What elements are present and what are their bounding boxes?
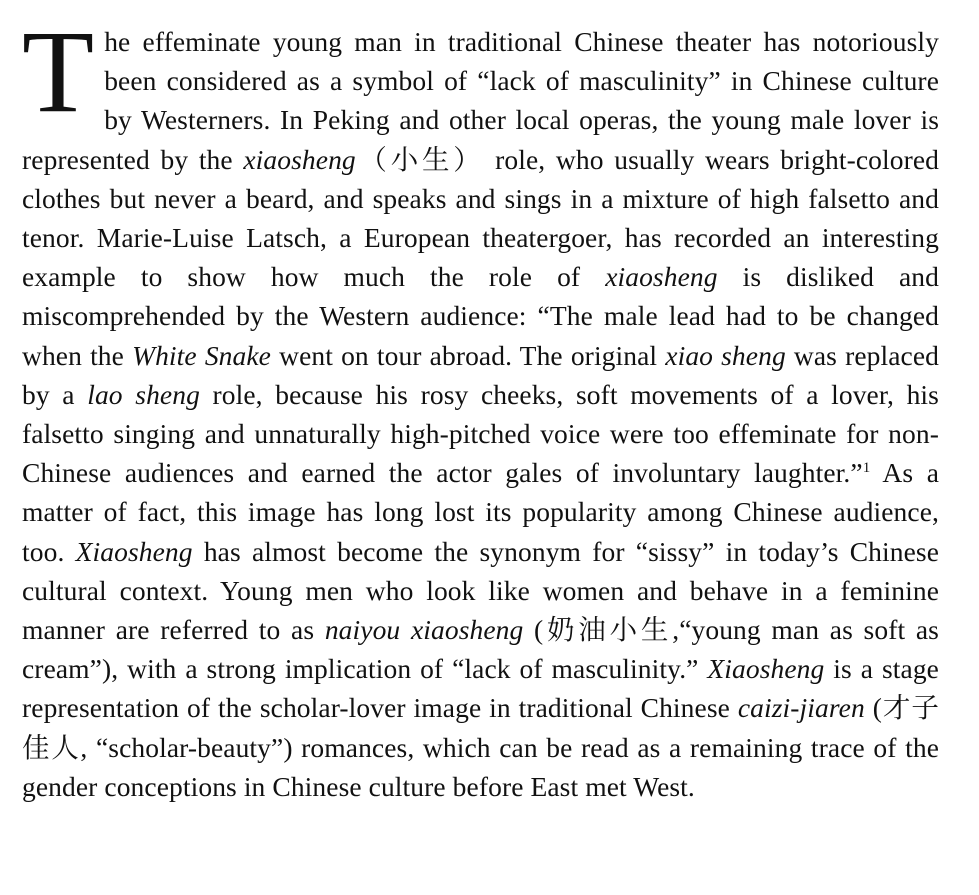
italic-term: xiaosheng	[243, 143, 356, 175]
text-segment: went on tour abroad. The original	[271, 339, 666, 371]
text-segment: he effeminate young man in traditional Chinese theater has notoriously been considered as a symbol of “lack of masculinity” in Chinese culture by Westerners. In Peking and other local operas, the young male lover is represented by the	[22, 26, 939, 175]
drop-cap: T	[22, 6, 95, 137]
text-segment: role, because his rosy cheeks, soft movements of a lover, his falsetto singing and unnaturally high-pitched voice were too effeminate for non-Chinese audiences and earned the actor gales of involuntary laughter.”	[22, 378, 939, 489]
text-segment: is a stage representation of the scholar-lover image in traditional Chinese	[22, 653, 939, 724]
text-segment: was replaced by a	[22, 339, 939, 410]
footnote-marker: 1	[862, 460, 871, 477]
text-segment: As a matter of fact, this image has long lost its popularity among Chinese audience, too.	[22, 457, 939, 567]
italic-term: xiaosheng	[605, 261, 718, 293]
text-segment: is disliked and miscomprehended by the Western audience: “The male lead had to be changed when the	[22, 261, 940, 371]
italic-term: caizi-jiaren	[737, 692, 865, 724]
text-segment: has almost become the synonym for “sissy” in today’s Chinese cultural context. Young men who look like women and behave in a feminine manner are referred to as	[22, 535, 940, 646]
text-segment: （小生） role, who usually wears bright-colored clothes but never a beard, and speaks and sings in a mixture of high falsetto and tenor. Marie-Luise Latsch, a European theatergoer, has recorded an interesting example to show how much the role of	[22, 143, 939, 293]
text-segment: (奶油小生,“young man as soft as cream”), with a strong implication of “lack of masculinity.”	[22, 614, 939, 685]
italic-term: Xiaosheng	[75, 535, 193, 567]
italic-term: lao sheng	[87, 378, 200, 410]
italic-term: Xiaosheng	[707, 653, 825, 685]
italic-term: naiyou xiaosheng	[324, 614, 524, 646]
text-segment: (才子佳人, “scholar-beauty”) romances, which can be read as a remaining trace of the gender conceptions in Chinese culture before East met West.	[22, 692, 939, 802]
italic-term: xiao sheng	[665, 339, 786, 371]
italic-title: White Snake	[132, 339, 271, 371]
body-paragraph	[22, 6, 940, 806]
